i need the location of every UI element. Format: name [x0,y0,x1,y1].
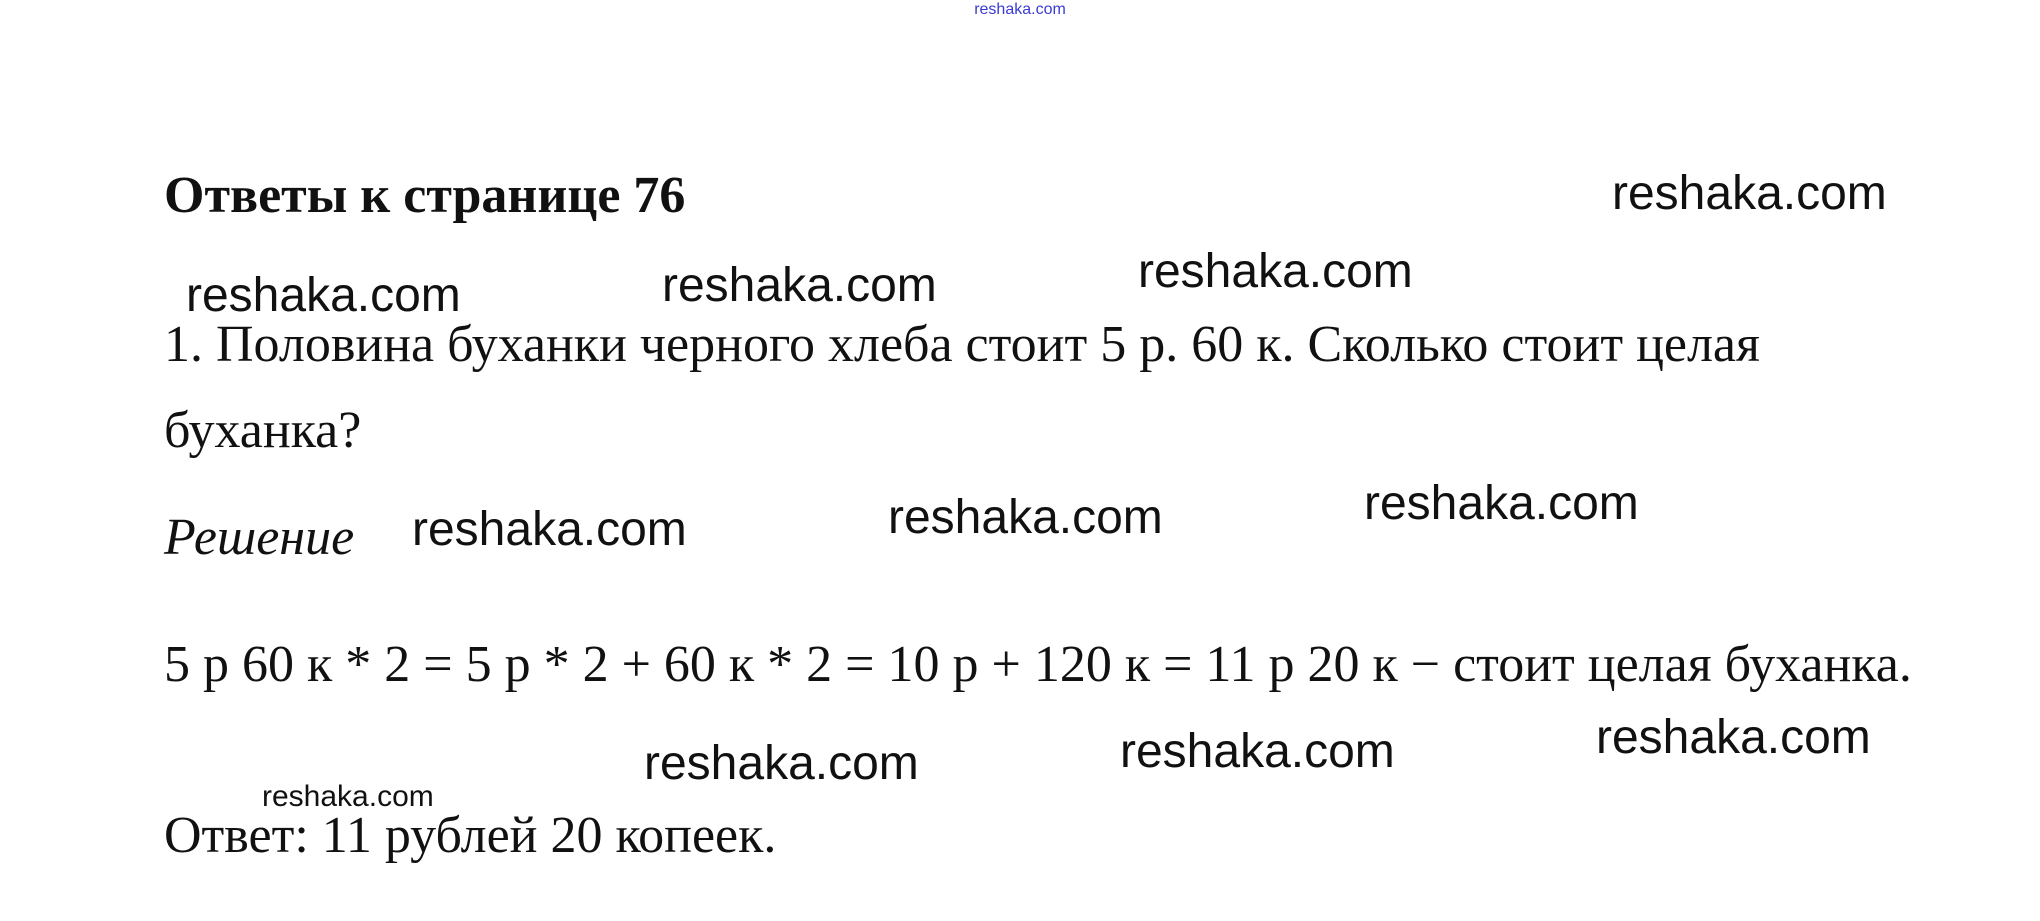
watermark: reshaka.com [644,737,919,790]
site-link[interactable]: reshaka.com [974,1,1066,18]
page-heading: Ответы к странице 76 [164,167,686,224]
watermark: reshaka.com [662,259,937,312]
watermark: reshaka.com [186,269,461,322]
watermark: reshaka.com [1138,245,1413,298]
watermark: reshaka.com [1120,725,1395,778]
watermark: reshaka.com [1612,167,1887,220]
watermark: reshaka.com [888,491,1163,544]
watermark: reshaka.com [262,780,434,813]
watermark: reshaka.com [1596,711,1871,764]
answer-text: Ответ: 11 рублей 20 копеек. [164,807,777,864]
solution-label: Решение [164,509,355,566]
problem-text: 1. Половина буханки черного хлеба стоит 5 р. 60 к. Сколько стоит целая буханка? [164,316,1760,459]
calculation-text: 5 р 60 к * 2 = 5 р * 2 + 60 к * 2 = 10 р + 120 к = 11 р 20 к − стоит целая буханка. [164,636,1912,693]
watermark: reshaka.com [1364,477,1639,530]
watermark: reshaka.com [412,503,687,556]
